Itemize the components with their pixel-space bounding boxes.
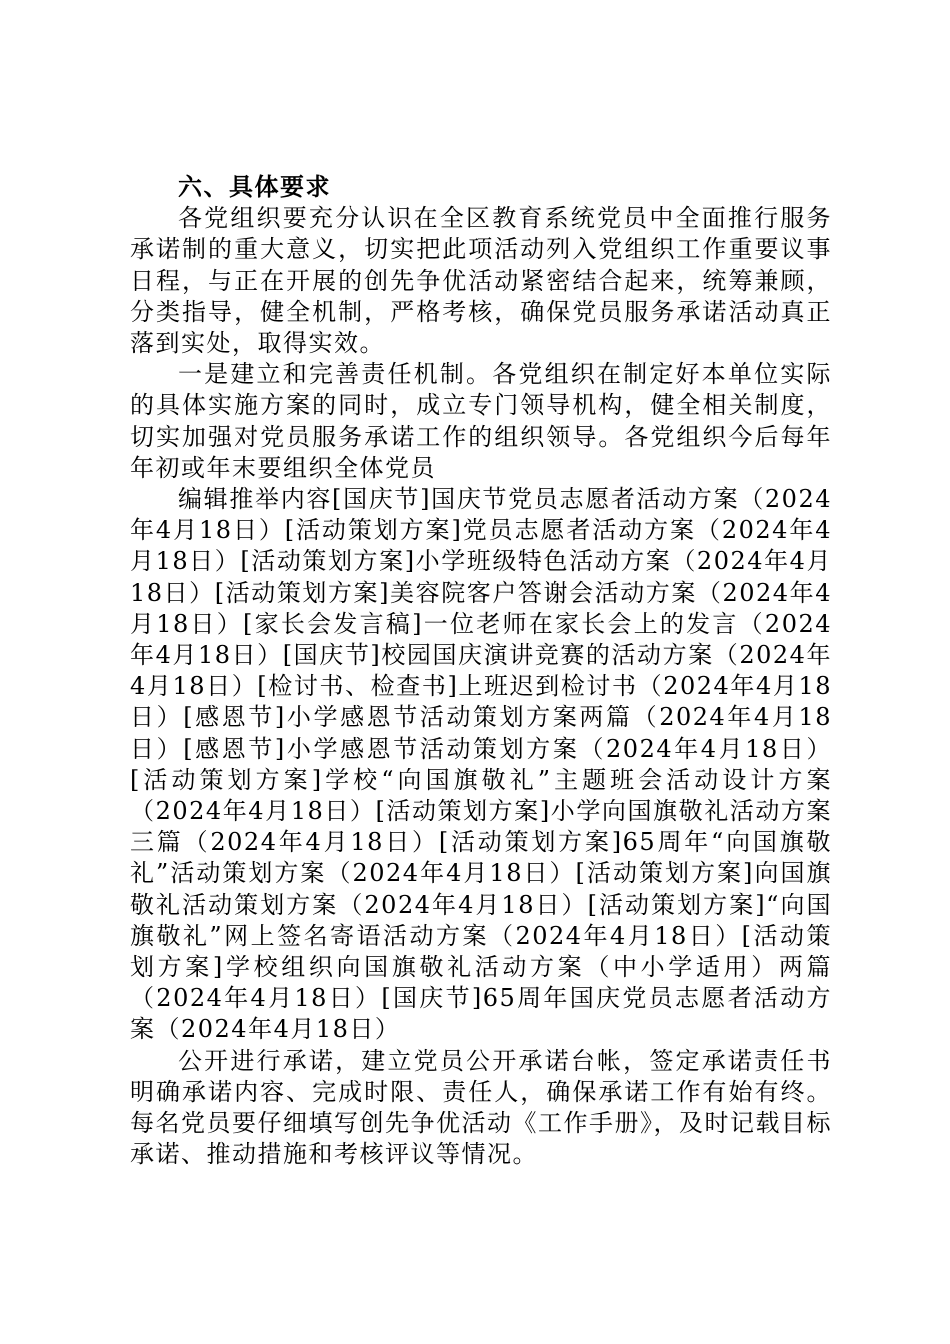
- paragraph-responsibility: 一是建立和完善责任机制。各党组织在制定好本单位实际的具体实施方案的同时，成立专门领导机构，健全相关制度，切实加强对党员服务承诺工作的组织领导。各党组织今后每年年初或年末要组织全体党员: [130, 360, 832, 482]
- paragraph-intro: 各党组织要充分认识在全区教育系统党员中全面推行服务承诺制的重大意义，切实把此项活动列入党组织工作重要议事日程，与正在开展的创先争优活动紧密结合起来，统筹兼顾，分类指导，健全机制，严格考核，确保党员服务承诺活动真正落到实处，取得实效。: [130, 204, 832, 358]
- document-body: [130, 172, 832, 1171]
- paragraph-recommended-content: 编辑推举内容[国庆节]国庆节党员志愿者活动方案（2024年4月18日）[活动策划方案]党员志愿者活动方案（2024年4月18日）[活动策划方案]小学班级特色活动方案（2024年4月18日）[活动策划方案]美容院客户答谢会活动方案（2024年4月18日）[家长会发言稿]一位老师在家长会上的发言（2024年4月18日）[国庆节]校园国庆演讲竞赛的活动方案（2024年4月18日）[检讨书、检查书]上班迟到检讨书（2024年4月18日）[感恩节]小学感恩节活动策划方案两篇（2024年4月18日）[感恩节]小学感恩节活动策划方案（2024年4月18日）[活动策划方案]学校“向国旗敬礼”主题班会活动设计方案（2024年4月18日）[活动策划方案]小学向国旗敬礼活动方案三篇（2024年4月18日）[活动策划方案]65周年“向国旗敬礼”活动策划方案（2024年4月18日）[活动策划方案]向国旗敬礼活动策划方案（2024年4月18日）[活动策划方案]“向国旗敬礼”网上签名寄语活动方案（2024年4月18日）[活动策划方案]学校组织向国旗敬礼活动方案（中小学适用）两篇（2024年4月18日）[国庆节]65周年国庆党员志愿者活动方案（2024年4月18日）: [130, 485, 832, 1044]
- section-heading: 六、具体要求: [178, 173, 331, 201]
- paragraph-public-commitment: 公开进行承诺，建立党员公开承诺台帐，签定承诺责任书明确承诺内容、完成时限、责任人，确保承诺工作有始有终。每名党员要仔细填写创先争优活动《工作手册》，及时记载目标承诺、推动措施和考核评议等情况。: [130, 1046, 832, 1169]
